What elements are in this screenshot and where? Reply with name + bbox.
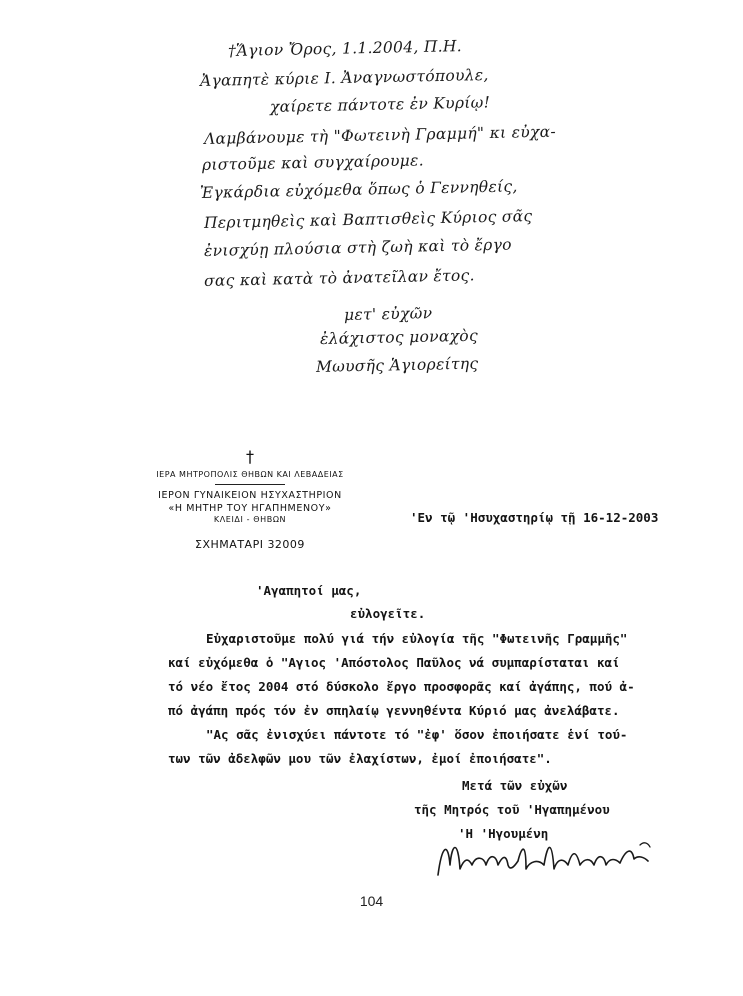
- letter-body-line: καί εὐχόμεθα ὁ "Αγιος 'Απόστολος Παῦλος νά συμπαρίσταται καί: [168, 655, 620, 670]
- handwritten-line: †Ἅγιον Ὄρος, 1.1.2004, Π.Η.: [227, 37, 463, 60]
- handwritten-line: σας καὶ κατὰ τὸ ἀνατεῖλαν ἔτος.: [203, 266, 475, 290]
- handwritten-line: ἐνισχύῃ πλούσια στὴ ζωὴ καὶ τὸ ἔργο: [203, 235, 512, 260]
- handwritten-line: ριστοῦμε καὶ συγχαίρουμε.: [201, 151, 425, 174]
- letter-greeting: εὐλογεῖτε.: [350, 606, 426, 621]
- handwritten-line: ἐλάχιστος μοναχὸς: [319, 326, 479, 348]
- handwritten-line: Λαμβάνουμε τὴ "Φωτεινὴ Γραμμή" κι εὐχα-: [203, 122, 557, 148]
- letter-body-line: Εὐχαριστοῦμε πολύ γιά τήν εὐλογία τῆς "Φωτεινῆς Γραμμῆς": [206, 631, 628, 646]
- handwritten-line: χαίρετε πάντοτε ἐν Κυρίῳ!: [269, 93, 491, 116]
- letterhead-location: ΚΛΕΙΔΙ - ΘΗΒΩΝ: [213, 515, 287, 524]
- letter-closing: Μετά τῶν εὐχῶν: [462, 778, 568, 793]
- handwritten-signature: Μωυσῆς Ἁγιορείτης: [315, 354, 479, 376]
- page-number: 104: [359, 893, 384, 909]
- letter-closing-title: 'Η 'Ηγουμένη: [458, 826, 549, 841]
- letter-body-line: των τῶν ἀδελφῶν μου τῶν ἐλαχίστων, ἐμοί ἐποιήσατε".: [168, 751, 552, 766]
- cross-icon: †: [246, 447, 254, 466]
- letterhead-divider: [215, 484, 285, 485]
- letter-body-line: τό νέο ἔτος 2004 στό δύσκολο ἔργο προσφορᾶς καί ἀγάπης, πού ἀ-: [168, 679, 635, 694]
- letterhead-metropolis: ΙΕΡΑ ΜΗΤΡΟΠΟΛΙΣ ΘΗΒΩΝ ΚΑΙ ΛΕΒΑΔΕΙΑΣ: [156, 470, 344, 479]
- handwritten-line: Ἐγκάρδια εὐχόμεθα ὅπως ὁ Γεννηθείς,: [199, 177, 518, 202]
- letterhead-monastery: ΙΕΡΟΝ ΓΥΝΑΙΚΕΙΟΝ ΗΣΥΧΑΣΤΗΡΙΟΝ: [158, 490, 342, 501]
- letter-closing-sender: τῆς Μητρός τοῦ 'Ηγαπημένου: [414, 802, 610, 817]
- letterhead: [130, 448, 370, 551]
- letter-salutation: 'Αγαπητοί μας,: [256, 583, 362, 598]
- abbess-signature: [434, 835, 664, 883]
- letter-body-line: πό ἀγάπη πρός τόν ἐν σπηλαίῳ γεννηθέντα Κύριό μας ἀνελάβατε.: [168, 703, 620, 718]
- handwritten-line: Περιτμηθεὶς καὶ Βαπτισθεὶς Κύριος σᾶς: [203, 207, 533, 232]
- letter-date: 'Εν τῷ 'Ησυχαστηρίῳ τῇ 16-12-2003: [410, 510, 659, 525]
- handwritten-line: Ἀγαπητὲ κύριε Ι. Ἀναγνωστόπουλε,: [199, 65, 489, 90]
- handwritten-line: μετ' εὐχῶν: [343, 304, 433, 324]
- letterhead-postal: ΣΧΗΜΑΤΑΡΙ 32009: [195, 538, 305, 551]
- letterhead-name: «Η ΜΗΤΗΡ ΤΟΥ ΗΓΑΠΗΜΕΝΟΥ»: [168, 503, 332, 514]
- letter-body-line: "Ας σᾶς ἐνισχύει πάντοτε τό "ἐφ' ὅσον ἐποιήσατε ἑνί τού-: [206, 727, 628, 742]
